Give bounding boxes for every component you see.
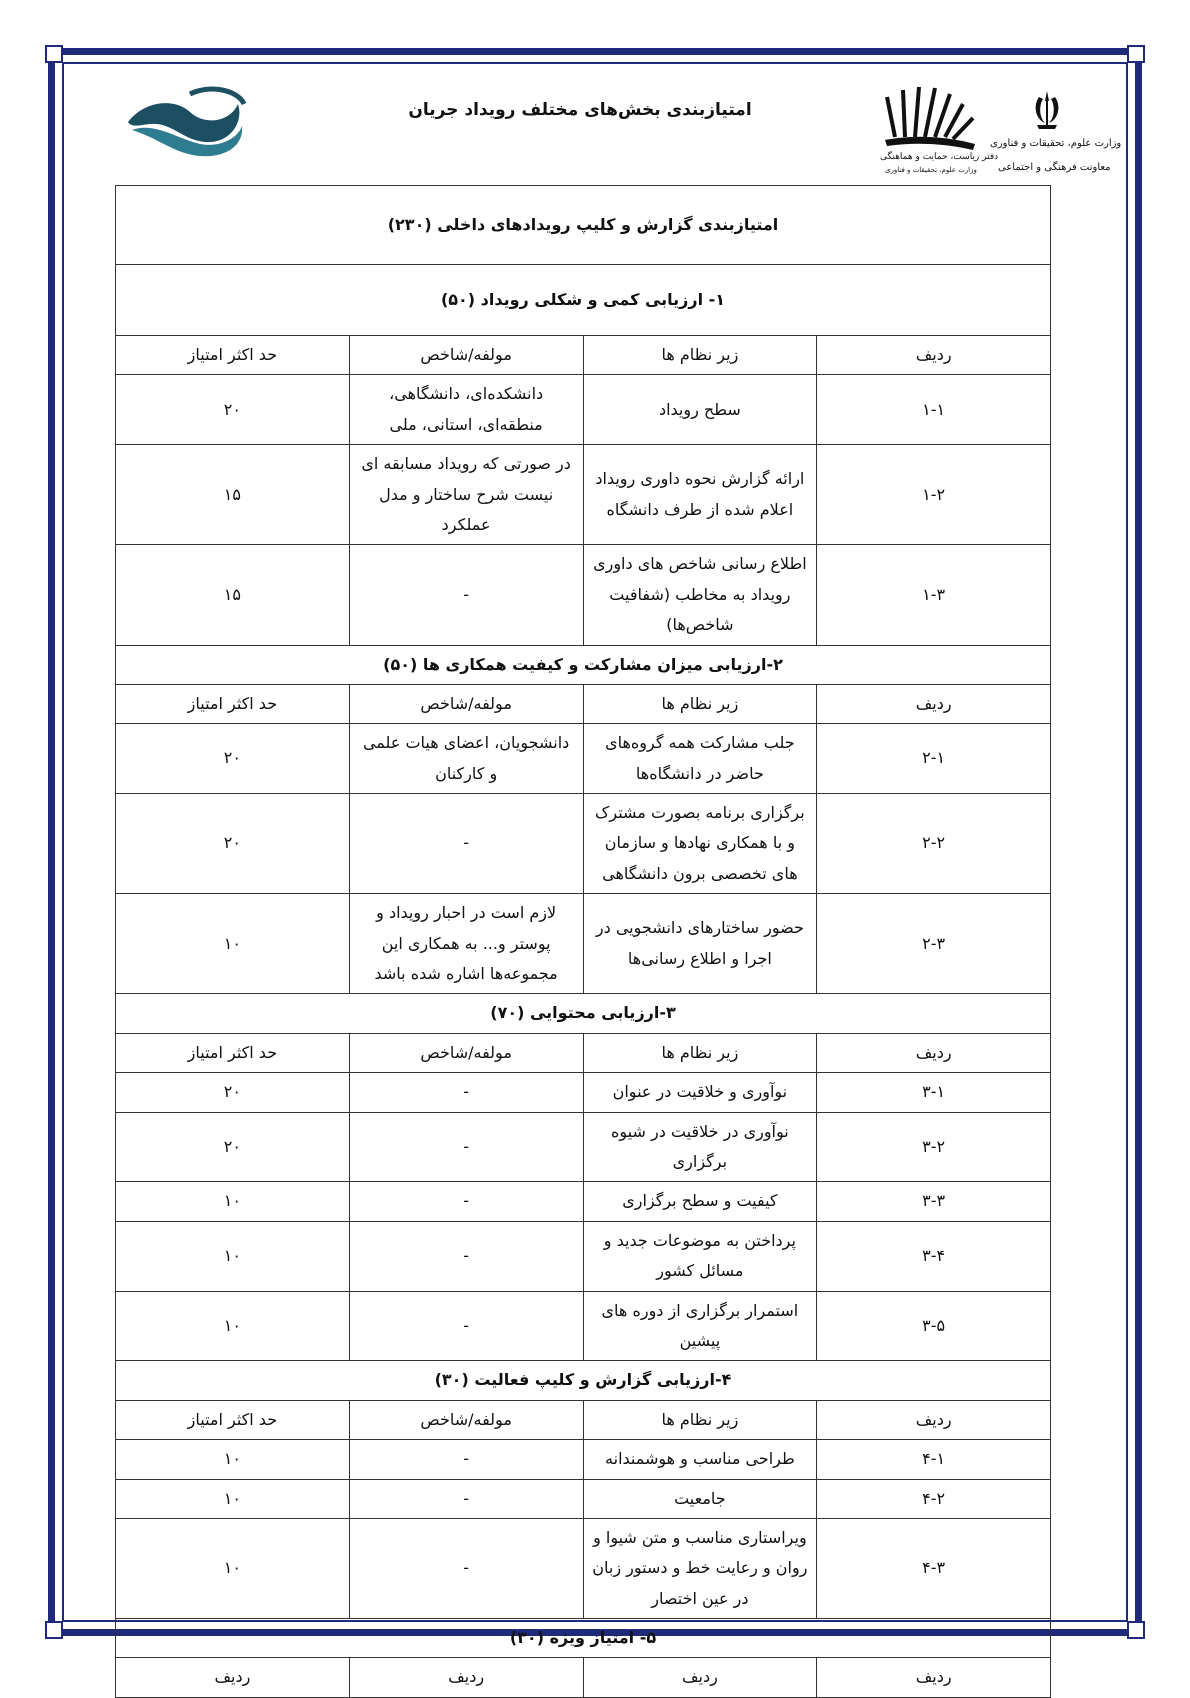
row-subsystem: جلب مشارکت همه گروه‌های حاضر در دانشگاه‌ها xyxy=(583,724,817,794)
row-id: ۱-۳ xyxy=(817,545,1051,645)
section-4-title: ۴-ارزیابی گزارش و کلیپ فعالیت (۳۰) xyxy=(116,1361,1051,1400)
row-max-score: ۱۰ xyxy=(116,1221,350,1291)
row-component: - xyxy=(349,545,583,645)
section-2-title: ۲-ارزیابی میزان مشارکت و کیفیت همکاری ها (۵۰) xyxy=(116,645,1051,684)
row-max-score: ۱۰ xyxy=(116,1182,350,1221)
row-component: در صورتی که رویداد مسابقه ای نیست شرح ساختار و مدل عملکرد xyxy=(349,445,583,545)
row-component: - xyxy=(349,1221,583,1291)
office-logo-line-1: دفتر ریاست، حمایت و هماهنگی xyxy=(880,152,999,162)
header-row-no: ردیف xyxy=(817,1033,1051,1072)
column-header-row xyxy=(116,684,1051,723)
table-row xyxy=(116,1182,1051,1221)
row-id: ۳-۴ xyxy=(817,1221,1051,1291)
footer-row xyxy=(116,1658,1051,1697)
row-component: - xyxy=(349,1073,583,1112)
row-max-score: ۱۰ xyxy=(116,1479,350,1518)
footer-cell: ردیف xyxy=(116,1658,350,1697)
row-component: دانشجویان، اعضای هیات علمی و کارکنان xyxy=(349,724,583,794)
row-max-score: ۲۰ xyxy=(116,1112,350,1182)
row-id: ۲-۲ xyxy=(817,794,1051,894)
row-subsystem: سطح رویداد xyxy=(583,375,817,445)
corner-ornament-tr xyxy=(1127,45,1145,63)
row-id: ۴-۲ xyxy=(817,1479,1051,1518)
page-title: امتیازبندی بخش‌های مختلف رویداد جریان xyxy=(408,100,752,120)
row-max-score: ۱۰ xyxy=(116,1291,350,1361)
row-id: ۳-۲ xyxy=(817,1112,1051,1182)
section-title-row xyxy=(116,994,1051,1033)
table-row xyxy=(116,1073,1051,1112)
row-component: لازم است در احبار رویداد و پوستر و... به همکاری این مجموعه‌ها اشاره شده باشد xyxy=(349,894,583,994)
row-id: ۴-۱ xyxy=(817,1440,1051,1479)
row-component: - xyxy=(349,794,583,894)
header-subsystem: زیر نظام ها xyxy=(583,336,817,375)
row-subsystem: ارائه گزارش نحوه داوری رویداد اعلام شده از طرف دانشگاه xyxy=(583,445,817,545)
row-subsystem: اطلاع رسانی شاخص های داوری رویداد به مخاطب (شفافیت شاخص‌ها) xyxy=(583,545,817,645)
row-max-score: ۱۵ xyxy=(116,545,350,645)
table-row xyxy=(116,1518,1051,1618)
row-subsystem: پرداختن به موضوعات جدید و مسائل کشور xyxy=(583,1221,817,1291)
ministry-logo-line-2: معاونت فرهنگی و اجتماعی xyxy=(998,162,1111,173)
header-max-score: حد اکثر امتیاز xyxy=(116,1400,350,1439)
column-header-row xyxy=(116,336,1051,375)
row-component: - xyxy=(349,1518,583,1618)
header-row-no: ردیف xyxy=(817,684,1051,723)
section-3-title: ۳-ارزیابی محتوایی (۷۰) xyxy=(116,994,1051,1033)
table-row xyxy=(116,445,1051,545)
row-subsystem: نوآوری در خلاقیت در شیوه برگزاری xyxy=(583,1112,817,1182)
section-5-title: ۵- امتیاز ویژه (۳۰) xyxy=(116,1619,1051,1658)
corner-ornament-tl xyxy=(45,45,63,63)
section-1-title: ۱- ارزیابی کمی و شکلی رویداد (۵۰) xyxy=(116,265,1051,336)
footer-cell: ردیف xyxy=(817,1658,1051,1697)
row-id: ۳-۳ xyxy=(817,1182,1051,1221)
table-title-row xyxy=(116,186,1051,265)
header-component: مولفه/شاخص xyxy=(349,336,583,375)
row-component: - xyxy=(349,1440,583,1479)
table-title: امتیازبندی گزارش و کلیپ رویدادهای داخلی (۲۳۰) xyxy=(116,186,1051,265)
table-row xyxy=(116,1479,1051,1518)
section-title-row xyxy=(116,265,1051,336)
ministry-logo-line-1: وزارت علوم، تحقیقات و فناوری xyxy=(990,138,1122,149)
table-row xyxy=(116,1291,1051,1361)
section-title-row xyxy=(116,1361,1051,1400)
table-row xyxy=(116,1440,1051,1479)
corner-ornament-br xyxy=(1127,1621,1145,1639)
header-row-no: ردیف xyxy=(817,336,1051,375)
row-max-score: ۱۰ xyxy=(116,894,350,994)
row-subsystem: استمرار برگزاری از دوره های پیشین xyxy=(583,1291,817,1361)
row-component: - xyxy=(349,1291,583,1361)
table-row xyxy=(116,794,1051,894)
section-title-row xyxy=(116,645,1051,684)
header-max-score: حد اکثر امتیاز xyxy=(116,1033,350,1072)
row-max-score: ۲۰ xyxy=(116,724,350,794)
row-subsystem: طراحی مناسب و هوشمندانه xyxy=(583,1440,817,1479)
row-max-score: ۱۵ xyxy=(116,445,350,545)
row-id: ۱-۱ xyxy=(817,375,1051,445)
row-subsystem: برگزاری برنامه بصورت مشترک و با همکاری نهادها و سازمان های تخصصی برون دانشگاهی xyxy=(583,794,817,894)
row-subsystem: ویراستاری مناسب و متن شیوا و روان و رعایت خط و دستور زبان در عین اختصار xyxy=(583,1518,817,1618)
row-component: - xyxy=(349,1479,583,1518)
header-component: مولفه/شاخص xyxy=(349,1400,583,1439)
table-row xyxy=(116,724,1051,794)
table-row xyxy=(116,1112,1051,1182)
corner-ornament-bl xyxy=(45,1621,63,1639)
row-component: دانشکده‌ای، دانشگاهی، منطقه‌ای، استانی، ملی xyxy=(349,375,583,445)
row-subsystem: حضور ساختارهای دانشجویی در اجرا و اطلاع رسانی‌ها xyxy=(583,894,817,994)
row-id: ۲-۱ xyxy=(817,724,1051,794)
row-id: ۲-۳ xyxy=(817,894,1051,994)
row-max-score: ۲۰ xyxy=(116,1073,350,1112)
office-logo-line-2: وزارت علوم، تحقیقات و فناوری xyxy=(885,166,977,174)
table-row xyxy=(116,1221,1051,1291)
row-max-score: ۱۰ xyxy=(116,1440,350,1479)
row-subsystem: جامعیت xyxy=(583,1479,817,1518)
column-header-row xyxy=(116,1400,1051,1439)
row-subsystem: نوآوری و خلاقیت در عنوان xyxy=(583,1073,817,1112)
header-max-score: حد اکثر امتیاز xyxy=(116,336,350,375)
table-row xyxy=(116,545,1051,645)
row-component: - xyxy=(349,1182,583,1221)
row-subsystem: کیفیت و سطح برگزاری xyxy=(583,1182,817,1221)
scoring-table xyxy=(115,185,1051,1698)
row-id: ۱-۲ xyxy=(817,445,1051,545)
header-subsystem: زیر نظام ها xyxy=(583,1033,817,1072)
table-row xyxy=(116,375,1051,445)
row-max-score: ۱۰ xyxy=(116,1518,350,1618)
row-id: ۴-۳ xyxy=(817,1518,1051,1618)
header-subsystem: زیر نظام ها xyxy=(583,1400,817,1439)
row-max-score: ۲۰ xyxy=(116,375,350,445)
row-component: - xyxy=(349,1112,583,1182)
header-row-no: ردیف xyxy=(817,1400,1051,1439)
row-id: ۳-۵ xyxy=(817,1291,1051,1361)
header-max-score: حد اکثر امتیاز xyxy=(116,684,350,723)
table-row xyxy=(116,894,1051,994)
header-component: مولفه/شاخص xyxy=(349,1033,583,1072)
header-component: مولفه/شاخص xyxy=(349,684,583,723)
column-header-row xyxy=(116,1033,1051,1072)
row-max-score: ۲۰ xyxy=(116,794,350,894)
header-subsystem: زیر نظام ها xyxy=(583,684,817,723)
section-title-row xyxy=(116,1619,1051,1658)
footer-cell: ردیف xyxy=(349,1658,583,1697)
row-id: ۳-۱ xyxy=(817,1073,1051,1112)
footer-cell: ردیف xyxy=(583,1658,817,1697)
jaryan-wave-logo xyxy=(120,82,250,162)
